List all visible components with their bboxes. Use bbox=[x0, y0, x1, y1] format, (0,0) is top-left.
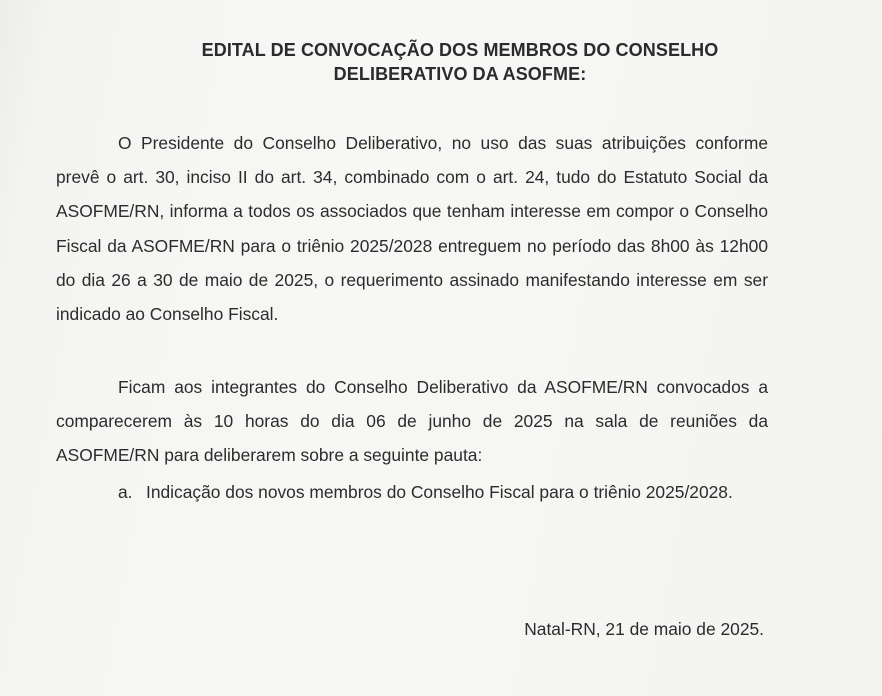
paragraph-2 bbox=[56, 370, 768, 473]
paragraph-1 bbox=[56, 126, 768, 331]
document-title bbox=[100, 38, 820, 86]
agenda-item-a bbox=[118, 475, 770, 509]
paragraph-2-text: Ficam aos integrantes do Conselho Deliberativo da ASOFME/RN convocados a comparecerem às 10 horas do dia 06 de junho de 2025 na sala de reuniões da ASOFME/RN para deliberarem sobre a seguinte pauta: bbox=[56, 377, 768, 466]
place-and-date: Natal-RN, 21 de maio de 2025. bbox=[524, 619, 764, 639]
agenda-item-marker: a. bbox=[118, 482, 133, 502]
paragraph-1-text: O Presidente do Conselho Deliberativo, no uso das suas atribuições conforme prevê o art. 30, inciso II do art. 34, combinado com o art. 24, tudo do Estatuto Social da ASOFME/RN, informa a todos os associados que tenham interesse em compor o Conselho Fiscal da ASOFME/RN para o triênio 2025/2028 entreguem no período das 8h00 às 12h00 do dia 26 a 30 de maio de 2025, o requerimento assinado manifestando interesse em ser indicado ao Conselho Fiscal. bbox=[56, 133, 768, 325]
agenda-item-text: Indicação dos novos membros do Conselho Fiscal para o triênio 2025/2028. bbox=[146, 482, 733, 502]
title-line-2: DELIBERATIVO DA ASOFME: bbox=[333, 64, 587, 84]
title-line-1: EDITAL DE CONVOCAÇÃO DOS MEMBROS DO CONSELHO bbox=[201, 40, 719, 60]
